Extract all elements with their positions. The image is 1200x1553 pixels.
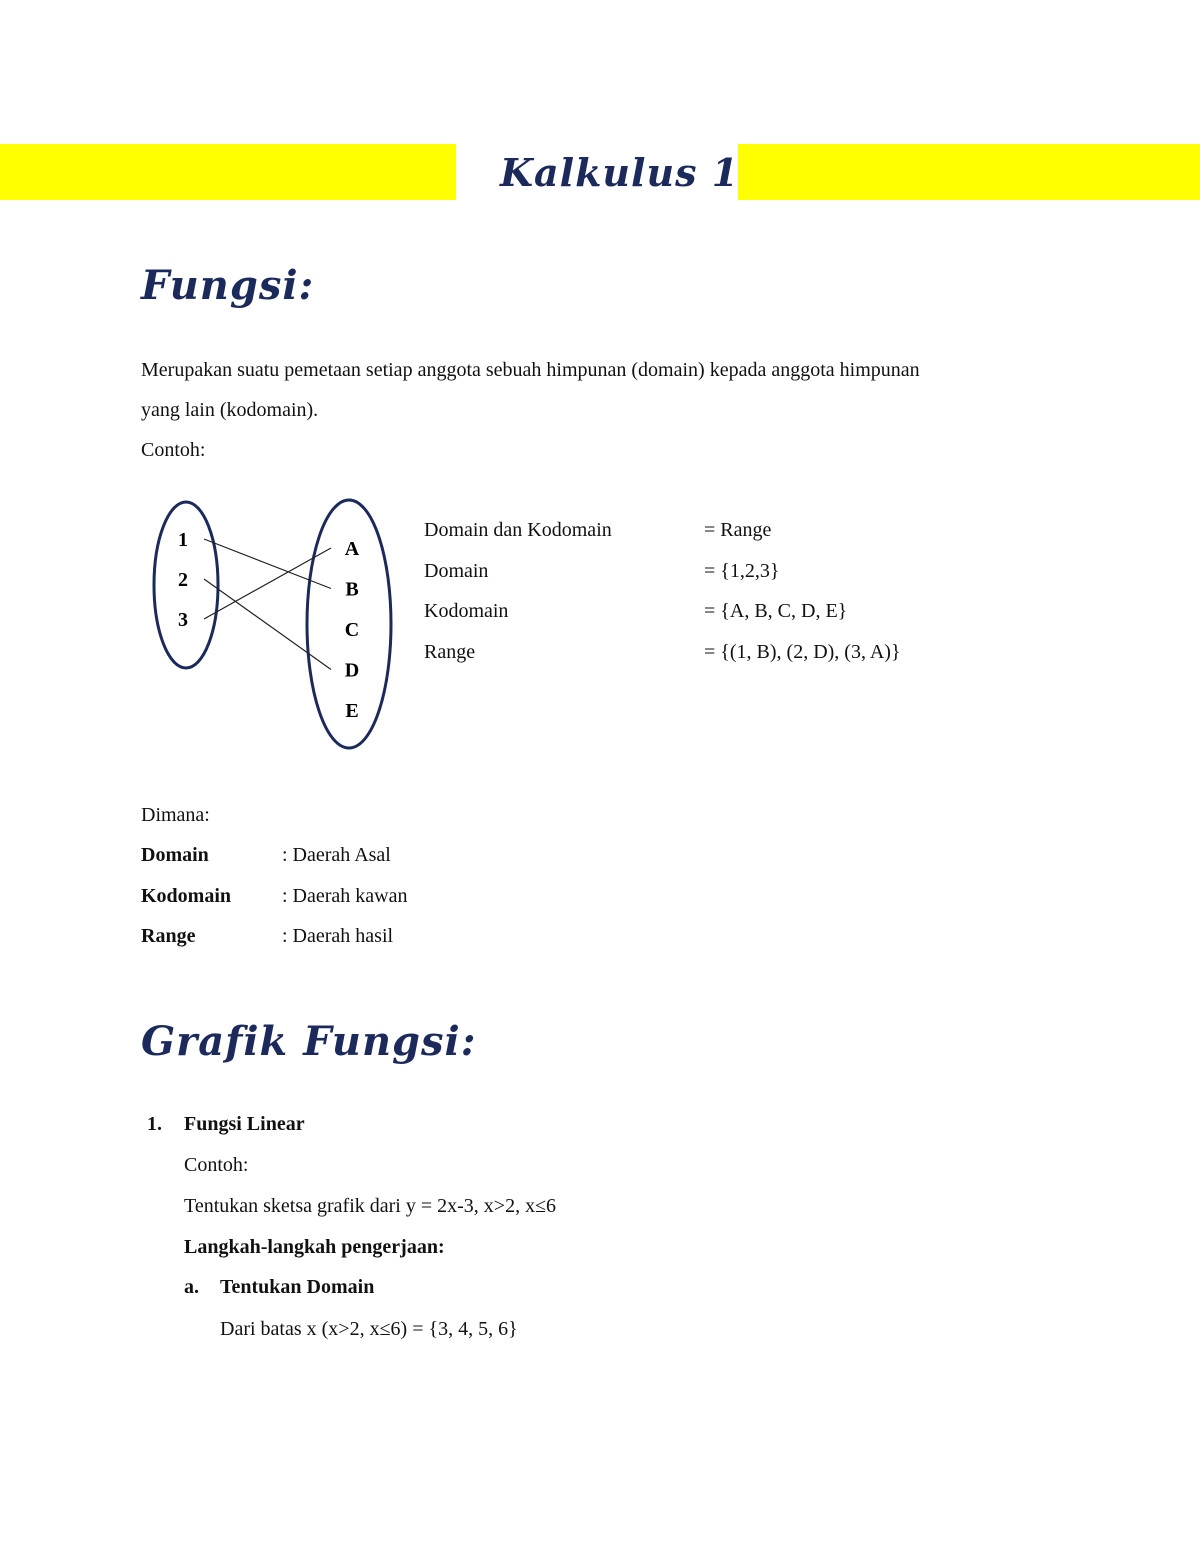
dimana-term: Kodomain <box>141 884 232 907</box>
dimana-description: : Daerah hasil <box>282 925 394 947</box>
title-band-right <box>738 144 1200 200</box>
definition-value: = {1,2,3} <box>704 559 780 582</box>
codomain-element-D: D <box>344 659 360 682</box>
definition-line-2: yang lain (kodomain). <box>141 399 319 421</box>
domain-element-1: 1 <box>178 529 188 551</box>
dimana-description: : Daerah Asal <box>282 844 391 866</box>
problem-statement: Tentukan sketsa grafik dari y = 2x-3, x>2, x≤6 <box>184 1195 557 1217</box>
title-band-left <box>0 144 456 200</box>
dimana-description: : Daerah kawan <box>282 884 408 907</box>
mapping-arrow-3-A <box>204 548 331 619</box>
definition-value: = {A, B, C, D, E} <box>704 600 848 622</box>
example-label: Contoh: <box>141 439 206 461</box>
codomain-element-C: C <box>344 619 360 641</box>
definition-line-1: Merupakan suatu pemetaan setiap anggota sebuah himpunan (domain) kepada anggota himpunan <box>141 359 920 381</box>
dimana-label: Dimana: <box>141 804 210 826</box>
domain-element-3: 3 <box>178 609 188 631</box>
mapping-arrow-2-D <box>204 579 331 670</box>
steps-label: Langkah-langkah pengerjaan: <box>184 1236 445 1258</box>
codomain-element-B: B <box>345 578 359 601</box>
section-heading-fungsi: Fungsi: <box>141 262 315 309</box>
definition-value: = {(1, B), (2, D), (3, A)} <box>704 640 901 663</box>
step-a-letter: a. <box>184 1276 199 1298</box>
mapping-diagram <box>140 495 410 760</box>
step-a-text: Dari batas x (x>2, x≤6) = {3, 4, 5, 6} <box>220 1318 518 1340</box>
domain-element-2: 2 <box>178 569 188 591</box>
definition-term: Range <box>424 640 476 663</box>
codomain-element-A: A <box>344 538 360 560</box>
dimana-term: Domain <box>141 844 209 866</box>
list-item-number: 1. <box>147 1113 162 1135</box>
definition-term: Domain dan Kodomain <box>424 519 612 541</box>
definition-value: = Range <box>704 519 772 541</box>
step-a-title: Tentukan Domain <box>220 1276 375 1298</box>
document-title: Kalkulus 1 <box>500 150 740 195</box>
definition-term: Kodomain <box>424 600 509 622</box>
section-heading-grafik-fungsi: Grafik Fungsi: <box>141 1018 477 1065</box>
dimana-term: Range <box>141 925 196 947</box>
grafik-example-label: Contoh: <box>184 1154 249 1176</box>
list-item-title: Fungsi Linear <box>184 1113 305 1135</box>
codomain-element-E: E <box>345 700 359 722</box>
definition-term: Domain <box>424 559 489 582</box>
